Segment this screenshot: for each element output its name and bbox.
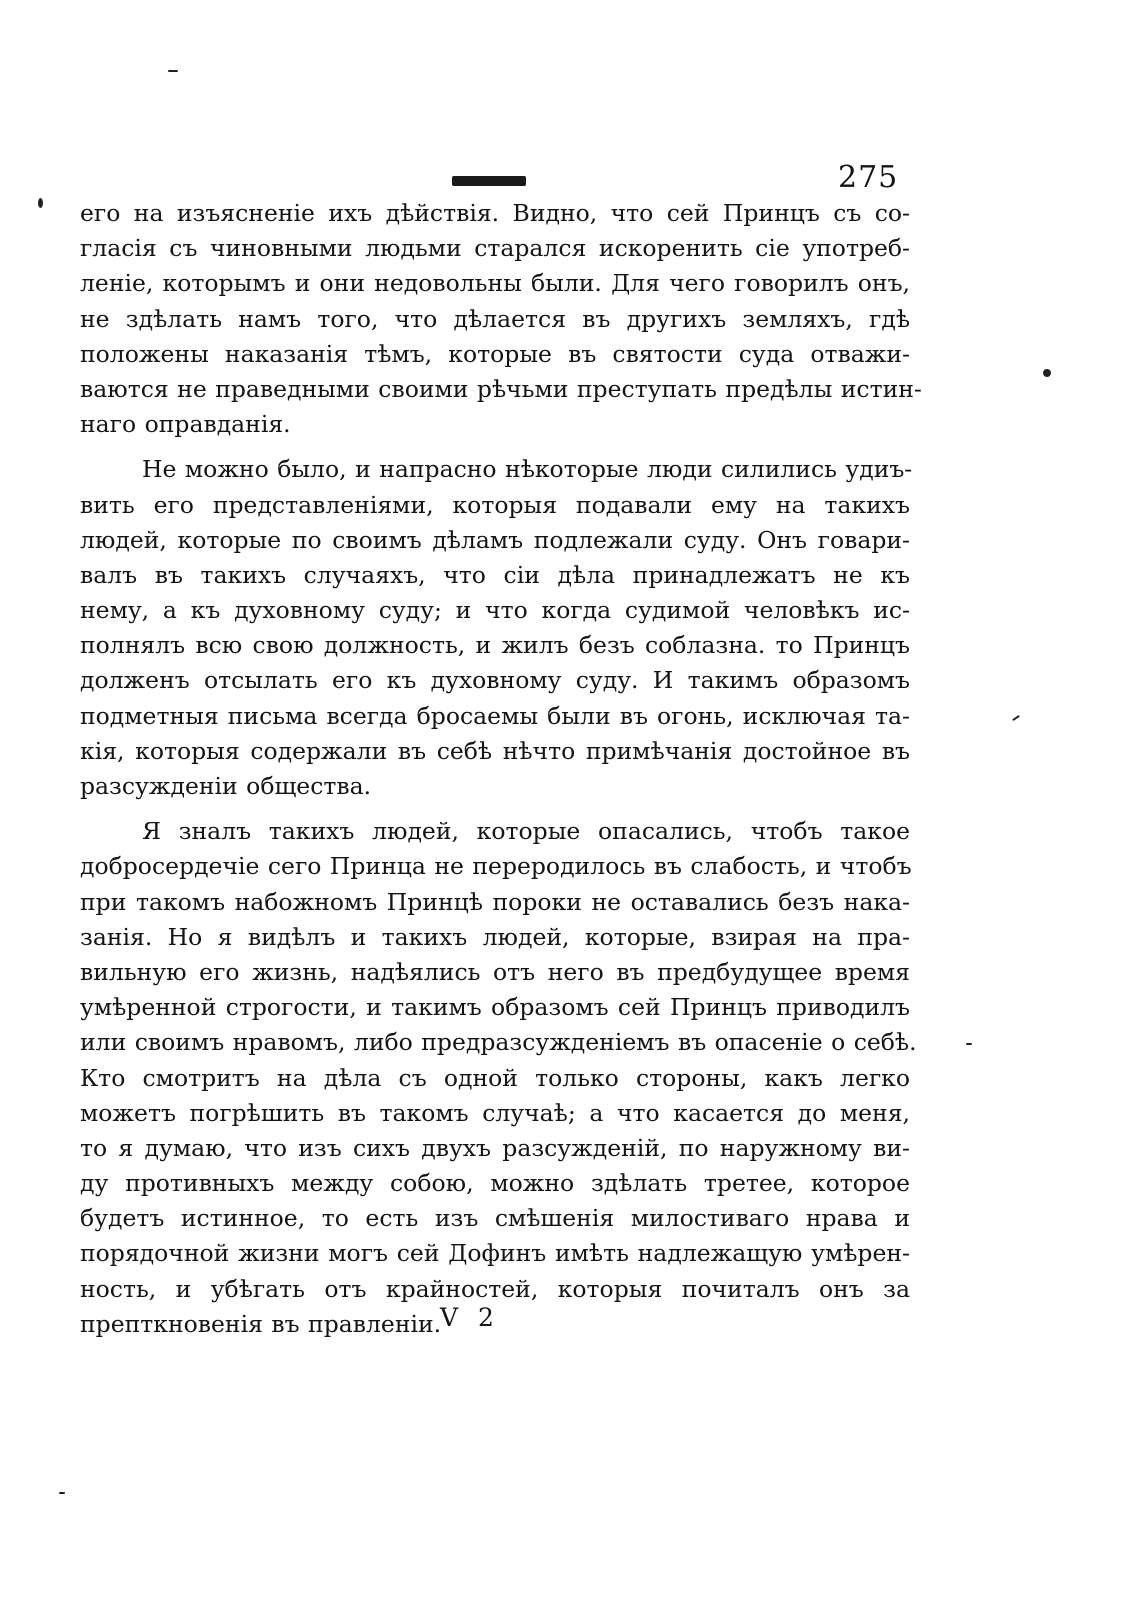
text-line: нему, а къ духовному суду; и что когда судимой человѣкъ ис- [80, 596, 910, 625]
ink-speck [1043, 369, 1051, 377]
text-line: занія. Но я видѣлъ и такихъ людей, которые, взирая на пра- [80, 922, 910, 951]
text-line: его на изъясненіе ихъ дѣйствія. Видно, что сей Принцъ съ со- [80, 199, 910, 227]
ink-speck [38, 198, 43, 208]
ink-speck [966, 1043, 972, 1045]
text-line: будетъ истинное, то есть изъ смѣшенія милостиваго нрава и [80, 1204, 910, 1233]
text-line: положены наказанія тѣмъ, которые въ святости суда отважи- [80, 339, 910, 368]
page-number: 275 [838, 160, 899, 195]
text-line: валъ въ такихъ случаяхъ, что сіи дѣла принадлежатъ не къ [80, 560, 910, 589]
text-line: гласія съ чиновными людьми старался искоренить сіе употреб- [80, 234, 910, 263]
text-line: леніе, которымъ и они недовольны были. Для чего говорилъ онъ, [80, 269, 910, 298]
ink-speck [59, 1492, 65, 1494]
text-line: людей, которые по своимъ дѣламъ подлежали суду. Онъ говари- [80, 525, 910, 554]
header-ornament-rule [452, 176, 526, 186]
text-line: при такомъ набожномъ Принцѣ пороки не оставались безъ нака- [80, 887, 910, 916]
text-line: ваются не праведными своими рѣчьми преступать предѣлы истин- [80, 374, 922, 403]
text-line: подметныя письма всегда бросаемы были въ огонь, исключая та- [80, 701, 910, 730]
text-line: Не можно было, и напрасно нѣкоторые люди силились удиъ- [142, 455, 913, 484]
body-text [80, 196, 922, 1342]
text-line: можетъ погрѣшить въ такомъ случаѣ; а что касается до меня, [80, 1098, 910, 1127]
ink-speck [168, 70, 178, 72]
text-line: не здѣлать намъ того, что дѣлается въ другихъ земляхъ, гдѣ [80, 304, 910, 333]
text-line: кія, которыя содержали въ себѣ нѣчто примѣчанія достойное въ [80, 736, 910, 765]
text-line: то я думаю, что изъ сихъ двухъ разсужденій, по наружному ви- [80, 1133, 910, 1162]
text-line: умѣренной строгости, и такимъ образомъ сей Принцъ приводилъ [80, 993, 910, 1022]
text-line: ду противныхъ между собою, можно здѣлать третее, которое [80, 1169, 910, 1198]
paragraph [80, 196, 922, 442]
text-line: наго оправданія. [80, 410, 291, 439]
text-line: разсужденіи общества. [80, 772, 372, 800]
text-line: или своимъ нравомъ, либо предразсужденіемъ въ опасеніе о себѣ. [80, 1028, 917, 1057]
text-line: долженъ отсылать его къ духовному суду. И такимъ образомъ [80, 666, 910, 695]
text-line: полнялъ всю свою должность, и жилъ безъ соблазна. то Принцъ [80, 631, 910, 660]
text-line: ность, и убѣгать отъ крайностей, которыя почиталъ онъ за [80, 1274, 910, 1303]
paragraph [80, 814, 917, 1342]
text-line: Кто смотритъ на дѣла съ одной только стороны, какъ легко [80, 1063, 910, 1092]
ink-speck [1012, 715, 1020, 721]
text-line: вить его представленіями, которыя подавали ему на такихъ [80, 490, 910, 519]
text-line: препткновенія въ правленіи. [80, 1309, 442, 1338]
text-line: Я зналъ такихъ людей, которые опасались, чтобъ такое [142, 817, 910, 846]
paragraph [80, 452, 913, 804]
text-line: вильную его жизнь, надѣялись отъ него въ предбудущее время [80, 957, 910, 986]
signature-mark: V 2 [440, 1303, 500, 1332]
text-line: добросердечіе сего Принца не переродилось въ слабость, и чтобъ [80, 852, 912, 881]
text-line: порядочной жизни могъ сей Дофинъ имѣть надлежащую умѣрен- [80, 1239, 910, 1268]
